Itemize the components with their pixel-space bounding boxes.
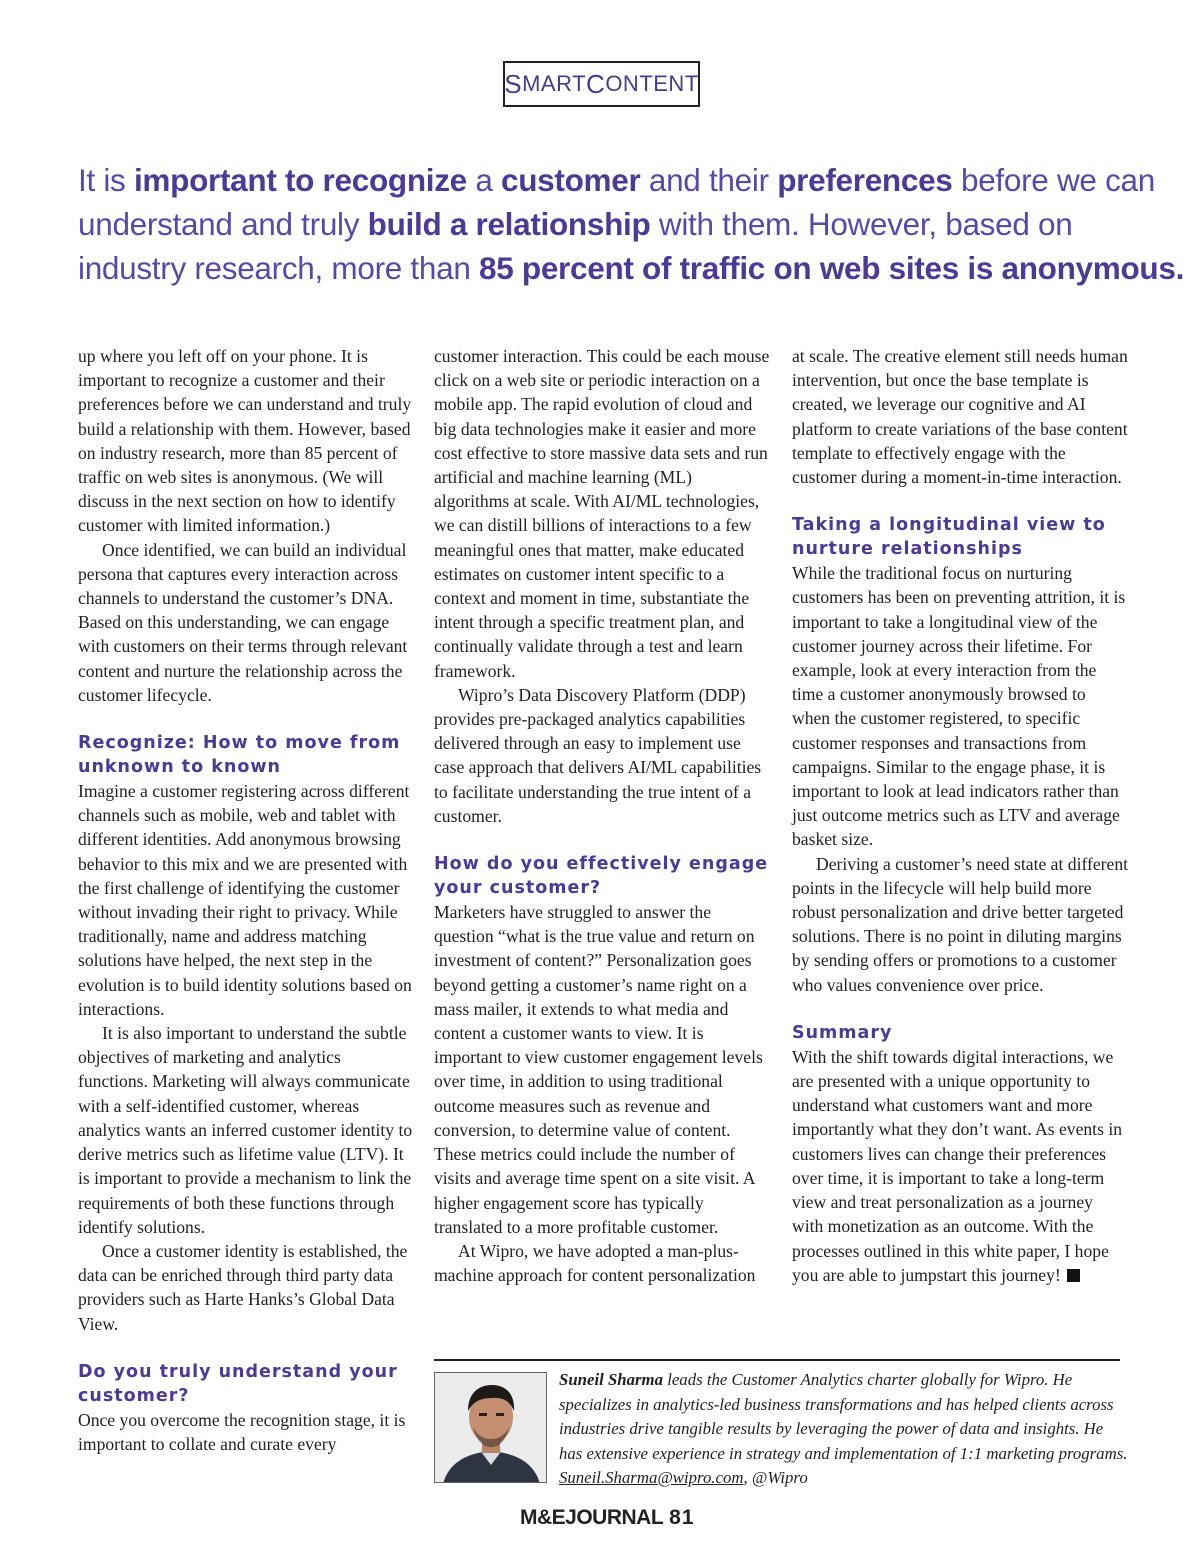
article-column-1: [78, 344, 414, 1456]
divider: [434, 1359, 1120, 1361]
end-of-article-icon: [1067, 1269, 1080, 1282]
pull-quote: It is important to recognize a customer and their preferences before we can understand and truly build a relationship with them. However, based on industry research, more than 85 percent of traffic on web sites is anonymous.: [78, 162, 1185, 286]
page-footer: [520, 1506, 700, 1530]
paragraph: It is also important to understand the subtle objectives of marketing and analytics functions. Marketing will always communicate with a self-identified customer, whereas analytics wants an inferred customer identity to derive metrics such as lifetime value (LTV). It is important to provide a mechanism to link the requirements of both these functions through identify solutions.: [78, 1023, 413, 1237]
author-social-handle[interactable]: @Wipro: [751, 1468, 808, 1487]
paragraph: at scale. The creative element still needs human intervention, but once the base template is created, we leverage our cognitive and AI platform to create variations of the base content template to effectively engage with the customer during a moment-in-time interaction.: [792, 346, 1128, 488]
author-bio: Suneil Sharma leads the Customer Analytics charter globally for Wipro. He specializes in analytics-led business transformations and has helped clients across industries drive tangible results by leveraging the power of data and insights. He has extensive experience in strategy and implementation of 1:1 marketing programs. Suneil.Sharma@wipro.com, @Wipro: [559, 1370, 1128, 1487]
section-heading: Taking a longitudinal view to nurture relationships: [792, 515, 1106, 560]
author-photo: [434, 1372, 547, 1483]
section-heading: Recognize: How to move from unknown to known: [78, 733, 401, 778]
section-tag-text: ONTENT: [605, 71, 699, 96]
author-portrait-icon: [435, 1373, 547, 1483]
paragraph: While the traditional focus on nurturing customers has been on preventing attrition, it is important to take a longitudinal view of the customer journey across their lifetime. For example, look at every interaction from the time a customer anonymously browsed to when the customer registered, to specific customer responses and transactions from campaigns. Similar to the engage phase, it is important to look at lead indicators rather than just outcome metrics such as LTV and average basket size.: [792, 563, 1126, 850]
section-heading: Summary: [792, 1022, 893, 1043]
paragraph: With the shift towards digital interactions, we are presented with a unique opportunity to understand what customers want and more importantly what they don’t want. As events in customers lives can change their preferences over time, it is important to take a long-term view and treat personalization as a journey with monetization as an outcome. With the processes outlined in this white paper, I hope you are able to jumpstart this journey!: [792, 1046, 1123, 1285]
section-tag-cap: S: [504, 68, 523, 99]
publication-name: M&EJOURNAL: [520, 1506, 664, 1529]
paragraph: Once identified, we can build an individual persona that captures every interaction across channels to understand the customer’s DNA. Based on this understanding, we can engage with customers on their terms through relevant content and nurture the relationship across the customer lifecycle.: [78, 539, 408, 705]
section-heading: How do you effectively engage your customer?: [434, 854, 769, 899]
paragraph: At Wipro, we have adopted a man-plus-machine approach for content personalization: [434, 1240, 756, 1286]
section-heading: Do you truly understand your customer?: [78, 1361, 398, 1406]
paragraph: Once you overcome the recognition stage, it is important to collate and curate every: [78, 1409, 406, 1454]
section-tag-text: MART: [522, 71, 587, 96]
paragraph: Imagine a customer registering across different channels such as mobile, web and tablet with different identities. Add anonymous browsing behavior to this mix and we are presented with the first challenge of identifying the customer without invading their right to privacy. While traditionally, name and address matching solutions have helped, the next step in the evolution is to build identity solutions based on interactions.: [78, 781, 412, 1019]
paragraph: Marketers have struggled to answer the question “what is the true value and return on investment of content?” Personalization goes beyond getting a customer’s name right on a mass mailer, it extends to what media and content a customer wants to view. It is important to view customer engagement levels over time, in addition to using traditional outcome measures such as revenue and conversion, to determine value of content. These metrics could include the number of visits and average time spent on a site visit. A higher engagement score has typically translated to a more profitable customer.: [434, 902, 763, 1237]
section-tag: [503, 61, 700, 107]
paragraph: up where you left off on your phone. It is important to recognize a customer and their preferences before we can understand and truly build a relationship with them. However, based on industry research, more than 85 percent of traffic on web sites is anonymous. (We will discuss in the next section on how to identify customer with limited information.): [78, 346, 412, 536]
article-column-2: [434, 344, 770, 1287]
paragraph: Once a customer identity is established, the data can be enriched through third party data providers such as Harte Hanks’s Global Data View.: [78, 1240, 408, 1334]
paragraph: customer interaction. This could be each mouse click on a web site or periodic interaction on a mobile app. The rapid evolution of cloud and big data technologies make it easier and more cost effective to store massive data sets and run artificial and machine learning (ML) algorithms at scale. With AI/ML technologies, we can distill billions of interactions to a few meaningful ones that matter, make educated estimates on customer intent specific to a context and moment in time, substantiate the intent through a specific treatment plan, and continually validate through a test and learn framework.: [434, 346, 770, 681]
section-tag-cap: C: [586, 68, 606, 99]
article-column-3: [792, 344, 1128, 1287]
author-email-link[interactable]: Suneil.Sharma@wipro.com: [559, 1468, 744, 1487]
paragraph: Deriving a customer’s need state at different points in the lifecycle will help build more robust personalization and drive better targeted solutions. There is no point in diluting margins by sending offers or promotions to a customer who values convenience over price.: [792, 853, 1129, 995]
page-number: 81: [669, 1506, 695, 1529]
author-name: Suneil Sharma: [559, 1370, 663, 1389]
paragraph: Wipro’s Data Discovery Platform (DDP) provides pre-packaged analytics capabilities delivered through an easy to implement use case approach that delivers AI/ML capabilities to facilitate understanding the true intent of a customer.: [434, 684, 762, 826]
